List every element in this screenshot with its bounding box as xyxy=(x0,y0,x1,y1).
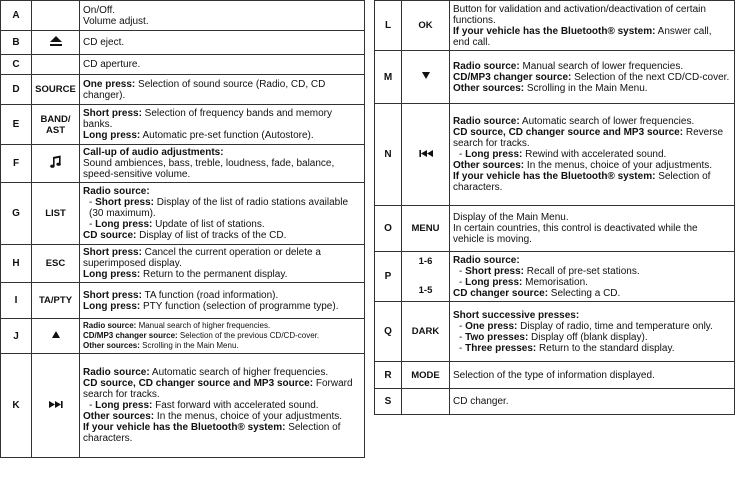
control-description xyxy=(450,104,735,206)
bold-label: Long press: xyxy=(83,269,141,280)
control-symbol xyxy=(402,104,450,206)
control-row-s xyxy=(375,389,735,415)
control-row-p xyxy=(375,252,735,302)
line-text: In the menus, choice of your adjustments. xyxy=(154,411,343,422)
press-type-label: One press: xyxy=(465,320,518,332)
control-description xyxy=(80,354,365,458)
description-line xyxy=(83,59,361,70)
press-type-label: Long press: xyxy=(465,149,523,160)
control-button-label: LIST xyxy=(32,183,80,245)
preset-keys-top: 1-6 xyxy=(418,256,433,267)
line-text: Automatic search of higher frequencies. xyxy=(149,367,329,378)
control-row-m xyxy=(375,51,735,104)
control-row-e xyxy=(1,105,365,145)
press-type-label: Two presses: xyxy=(465,331,529,343)
control-symbol xyxy=(32,31,80,55)
bold-label: If your vehicle has the Bluetooth® system: xyxy=(453,171,656,182)
bullet-dash: - xyxy=(459,276,466,288)
description-line xyxy=(453,255,731,266)
control-row-k xyxy=(1,354,365,458)
bullet-dash: - xyxy=(459,265,466,277)
control-button-label: MENU xyxy=(402,206,450,252)
bullet-dash: - xyxy=(459,342,466,354)
description-line xyxy=(453,288,731,299)
bullet-dash: - xyxy=(89,219,96,230)
description-line xyxy=(83,378,361,400)
control-row-b xyxy=(1,31,365,55)
control-description xyxy=(450,389,735,415)
press-type-label: Long press: xyxy=(95,400,153,411)
control-description xyxy=(80,55,365,75)
description-line xyxy=(453,266,731,277)
bullet-dash: - xyxy=(89,197,96,208)
music-note-icon xyxy=(50,155,62,172)
control-row-f xyxy=(1,145,365,183)
line-text: Selection of the next CD/CD-cover. xyxy=(571,71,730,83)
control-letter: P xyxy=(375,252,402,302)
line-text: Scrolling in the Main Menu. xyxy=(524,82,648,94)
control-button-label xyxy=(32,55,80,75)
description-line xyxy=(83,247,361,269)
control-symbol xyxy=(402,51,450,104)
press-type-text: Return to the standard display. xyxy=(536,342,675,354)
control-description xyxy=(80,75,365,105)
left-table-body xyxy=(1,1,365,458)
description-line xyxy=(83,290,361,301)
bold-label: Other sources: xyxy=(83,411,155,422)
bullet-dash: - xyxy=(89,400,96,411)
description-line xyxy=(83,16,361,27)
control-letter: K xyxy=(1,354,32,458)
control-button-label: MODE xyxy=(402,362,450,389)
line-text: Button for validation and activation/deactivation of certain functions. xyxy=(453,3,706,26)
description-line xyxy=(83,5,361,16)
bold-label: If your vehicle has the Bluetooth® system: xyxy=(453,25,656,37)
description-line xyxy=(83,108,361,130)
line-text: Return to the permanent display. xyxy=(140,269,288,280)
description-line xyxy=(453,72,731,83)
description-line xyxy=(83,230,361,241)
description-line xyxy=(453,321,731,332)
line-text: In certain countries, this control is deactivated while the vehicle is moving. xyxy=(453,223,698,245)
bold-label: Other sources: xyxy=(83,341,140,350)
description-line xyxy=(83,147,361,158)
description-line xyxy=(83,197,361,219)
bold-label: Radio source: xyxy=(83,367,150,378)
description-line xyxy=(83,37,361,48)
press-type-text: Memorisation. xyxy=(522,276,588,288)
press-type-label: Three presses: xyxy=(465,342,537,354)
bold-label: Radio source: xyxy=(453,254,520,266)
bold-label: Other sources: xyxy=(453,160,525,171)
description-line xyxy=(453,212,731,223)
line-text: CD aperture. xyxy=(83,59,141,70)
description-line xyxy=(453,116,731,127)
control-letter: N xyxy=(375,104,402,206)
control-symbol xyxy=(32,145,80,183)
control-symbol xyxy=(32,354,80,458)
control-letter: S xyxy=(375,389,402,415)
control-description xyxy=(450,362,735,389)
bullet-dash: - xyxy=(459,320,466,332)
control-description xyxy=(450,302,735,362)
line-text: CD changer. xyxy=(453,396,509,407)
line-text: On/Off. xyxy=(83,4,116,16)
press-type-text: Update of list of stations. xyxy=(152,219,265,230)
control-letter: E xyxy=(1,105,32,145)
line-text: Automatic pre-set function (Autostore). xyxy=(140,130,314,141)
control-row-l xyxy=(375,1,735,51)
line-text: PTY function (selection of programme type). xyxy=(140,300,339,312)
control-button-label: SOURCE xyxy=(32,75,80,105)
description-line xyxy=(83,411,361,422)
description-line xyxy=(453,4,731,26)
bold-label: CD source, CD changer source and MP3 source: xyxy=(453,127,684,138)
control-letter: C xyxy=(1,55,32,75)
control-letter: A xyxy=(1,1,32,31)
line-text: Selection of characters. xyxy=(83,422,341,444)
control-symbol xyxy=(32,319,80,354)
description-line xyxy=(453,26,731,48)
line-text: TA function (road information). xyxy=(141,289,279,301)
control-description xyxy=(450,252,735,302)
control-description xyxy=(80,145,365,183)
line-text: Cancel the current operation or delete a superimposed display. xyxy=(83,247,321,269)
line-text: Selection of the type of information displayed. xyxy=(453,369,655,381)
bullet-dash: - xyxy=(459,331,466,343)
line-text: Manual search of lower frequencies. xyxy=(519,60,684,72)
description-line xyxy=(83,158,361,180)
control-letter: Q xyxy=(375,302,402,362)
description-line xyxy=(83,130,361,141)
description-line xyxy=(453,310,731,321)
control-button-label: OK xyxy=(402,1,450,51)
control-row-c xyxy=(1,55,365,75)
bold-label: Long press: xyxy=(83,130,141,141)
description-line xyxy=(453,370,731,381)
line-text: Reverse search for tracks. xyxy=(453,127,724,149)
bold-label: CD/MP3 changer source: xyxy=(83,331,178,340)
control-row-r xyxy=(375,362,735,389)
control-letter: M xyxy=(375,51,402,104)
bold-label: If your vehicle has the Bluetooth® system: xyxy=(83,422,286,433)
bold-label: Radio source: xyxy=(453,60,520,72)
press-type-label: Short press: xyxy=(465,265,525,277)
bold-label: CD source: xyxy=(83,230,137,241)
control-row-i xyxy=(1,283,365,319)
description-line xyxy=(453,396,731,407)
description-line xyxy=(83,186,361,197)
press-type-text: Display of radio, time and temperature only. xyxy=(517,320,713,332)
control-row-q xyxy=(375,302,735,362)
bold-label: Radio source: xyxy=(83,321,137,330)
control-button-label: TA/PTY xyxy=(32,283,80,319)
bold-label: CD/MP3 changer source: xyxy=(453,71,572,83)
bold-label: Short press: xyxy=(83,247,142,258)
bold-label: Short successive presses: xyxy=(453,309,580,321)
control-button-label xyxy=(32,1,80,31)
bold-label: Other sources: xyxy=(453,82,525,94)
bold-label: One press: xyxy=(83,78,136,90)
description-line xyxy=(453,127,731,149)
preset-keys-bottom: 1-5 xyxy=(418,285,433,296)
control-row-j xyxy=(1,319,365,354)
bold-label: Long press: xyxy=(83,300,141,312)
eject-icon xyxy=(49,35,63,50)
bold-label: Radio source: xyxy=(453,116,520,127)
press-type-text: Display off (blank display). xyxy=(528,331,648,343)
control-description xyxy=(450,51,735,104)
line-text: In the menus, choice of your adjustments. xyxy=(524,160,713,171)
control-letter: L xyxy=(375,1,402,51)
control-letter: D xyxy=(1,75,32,105)
control-description xyxy=(450,1,735,51)
description-line xyxy=(453,332,731,343)
description-line xyxy=(453,223,731,245)
description-line xyxy=(83,321,361,331)
control-row-n xyxy=(375,104,735,206)
controls-table-left xyxy=(0,0,365,458)
bold-label: Radio source: xyxy=(83,186,150,197)
line-text: Answer call, end call. xyxy=(453,25,712,48)
description-line xyxy=(453,149,731,160)
control-description xyxy=(80,283,365,319)
control-row-h xyxy=(1,245,365,283)
control-button-label: ESC xyxy=(32,245,80,283)
press-type-text: Recall of pre-set stations. xyxy=(524,265,640,277)
control-description xyxy=(80,245,365,283)
description-line xyxy=(453,277,731,288)
line-text: CD eject. xyxy=(83,37,125,48)
description-line xyxy=(83,79,361,101)
preset-keys-cell xyxy=(402,252,450,302)
description-line xyxy=(83,331,361,341)
line-text: Automatic search of lower frequencies. xyxy=(519,116,695,127)
description-line xyxy=(453,83,731,94)
control-description xyxy=(80,183,365,245)
description-line xyxy=(83,269,361,280)
control-letter: G xyxy=(1,183,32,245)
bold-label: CD source, CD changer source and MP3 source: xyxy=(83,378,314,389)
press-type-text: Fast forward with accelerated sound. xyxy=(152,400,319,411)
rewind-icon xyxy=(418,149,434,161)
description-line xyxy=(83,422,361,444)
control-letter: I xyxy=(1,283,32,319)
line-text: Selecting a CD. xyxy=(548,287,621,299)
control-button-label: DARK xyxy=(402,302,450,362)
description-line xyxy=(83,219,361,230)
line-text: Selection of sound source (Radio, CD, CD changer). xyxy=(83,78,326,101)
description-line xyxy=(83,400,361,411)
control-description xyxy=(80,1,365,31)
control-letter: J xyxy=(1,319,32,354)
line-text: Volume adjust. xyxy=(83,15,149,27)
line-text: Sound ambiences, bass, treble, loudness, fade, balance, speed-sensitive volume. xyxy=(83,158,335,180)
description-line xyxy=(453,160,731,171)
control-letter: H xyxy=(1,245,32,283)
control-letter: F xyxy=(1,145,32,183)
control-letter: O xyxy=(375,206,402,252)
description-line xyxy=(83,301,361,312)
press-type-label: Long press: xyxy=(95,219,153,230)
control-button-label xyxy=(402,389,450,415)
control-description xyxy=(80,31,365,55)
description-line xyxy=(453,343,731,354)
control-description xyxy=(450,206,735,252)
line-text: Display of list of tracks of the CD. xyxy=(136,230,287,241)
line-text: Selection of characters. xyxy=(453,171,711,193)
description-line xyxy=(83,341,361,351)
fast-forward-icon xyxy=(48,400,64,412)
line-text: Manual search of higher frequencies. xyxy=(136,321,271,330)
control-letter: B xyxy=(1,31,32,55)
line-text: Selection of the previous CD/CD-cover. xyxy=(177,331,320,340)
line-text: Scrolling in the Main Menu. xyxy=(139,341,239,350)
press-type-label: Short press: xyxy=(95,197,155,208)
control-letter: R xyxy=(375,362,402,389)
description-line xyxy=(453,171,731,193)
control-row-g xyxy=(1,183,365,245)
triangle-up-icon xyxy=(51,330,61,342)
triangle-down-icon xyxy=(421,71,431,83)
line-text: Forward search for tracks. xyxy=(83,378,353,400)
control-button-label: BAND/ AST xyxy=(32,105,80,145)
bold-label: Short press: xyxy=(83,108,142,119)
control-row-o xyxy=(375,206,735,252)
description-line xyxy=(453,61,731,72)
bold-label: Call-up of audio adjustments: xyxy=(83,147,224,158)
control-description xyxy=(80,105,365,145)
press-type-text: Display of the list of radio stations available (30 maximum). xyxy=(89,197,349,219)
line-text: Display of the Main Menu. xyxy=(453,212,569,223)
bold-label: CD changer source: xyxy=(453,287,549,299)
bullet-dash: - xyxy=(459,149,466,160)
controls-table-right xyxy=(374,0,735,415)
press-type-label: Long press: xyxy=(465,276,523,288)
right-table-body xyxy=(375,1,735,415)
press-type-text: Rewind with accelerated sound. xyxy=(522,149,667,160)
control-description xyxy=(80,319,365,354)
line-text: Selection of frequency bands and memory banks. xyxy=(83,108,333,130)
control-row-d xyxy=(1,75,365,105)
description-line xyxy=(83,367,361,378)
control-row-a xyxy=(1,1,365,31)
bold-label: Short press: xyxy=(83,289,142,301)
